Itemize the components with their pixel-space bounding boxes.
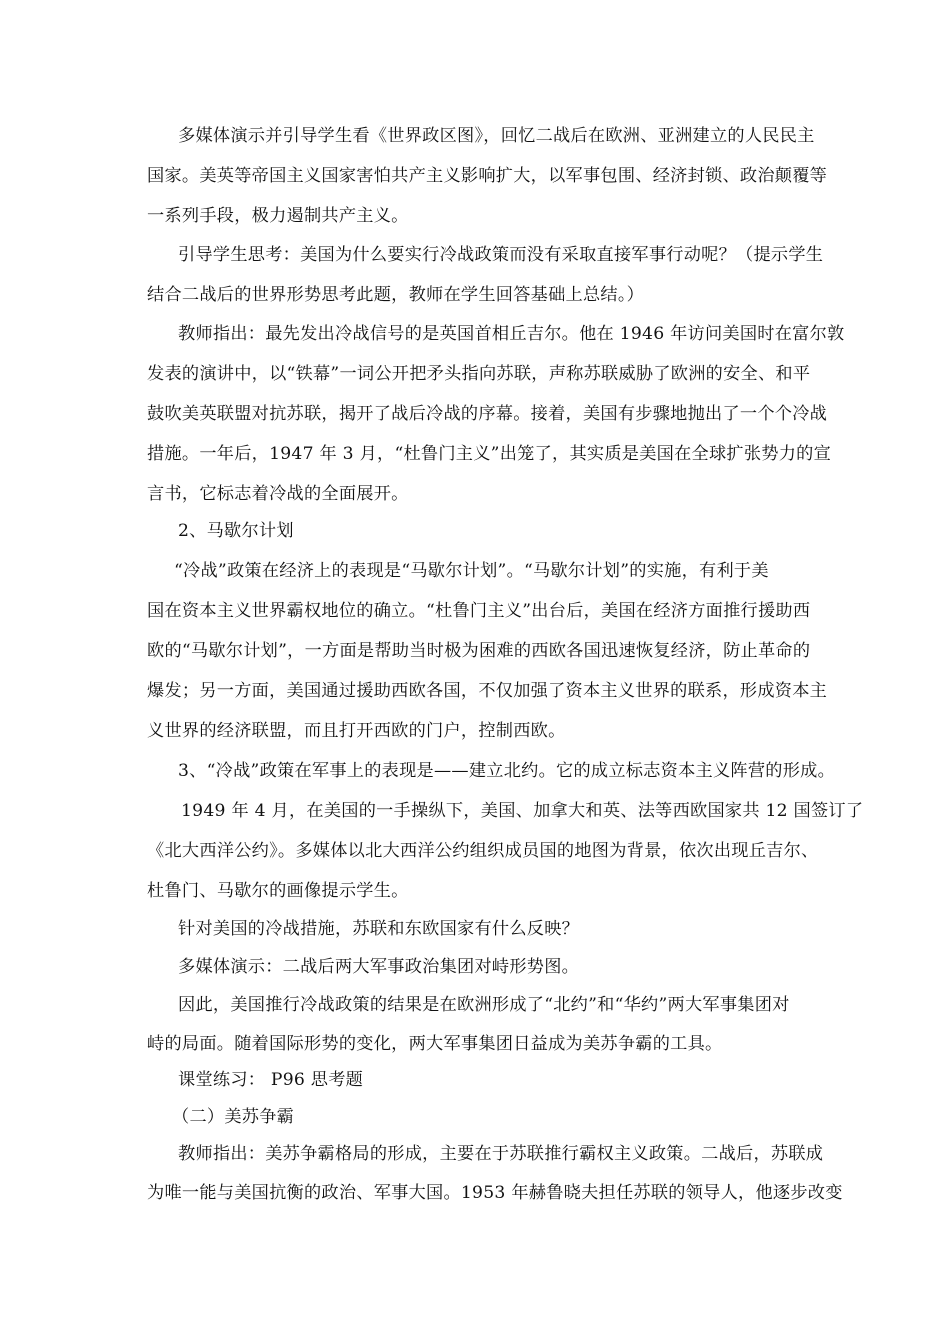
- paragraph-line: 教师指出：美苏争霸格局的形成，主要在于苏联推行霸权主义政策。二战后，苏联成: [178, 1144, 824, 1164]
- paragraph-line: 《北大西洋公约》。多媒体以北大西洋公约组织成员国的地图为背景，依次出现丘吉尔、: [147, 841, 819, 861]
- paragraph-line: 爆发；另一方面，美国通过援助西欧各国，不仅加强了资本主义世界的联系，形成资本主: [147, 681, 828, 701]
- paragraph-line: 针对美国的冷战措施，苏联和东欧国家有什么反映？: [178, 919, 580, 939]
- paragraph-line: “冷战”政策在经济上的表现是“马歇尔计划”。“马歇尔计划”的实施，有利于美: [174, 561, 769, 581]
- paragraph-line: 3、“冷战”政策在军事上的表现是——建立北约。它的成立标志资本主义阵营的形成。: [178, 761, 836, 781]
- paragraph-line: 结合二战后的世界形势思考此题，教师在学生回答基础上总结。）: [147, 285, 645, 305]
- paragraph-line: 引导学生思考：美国为什么要实行冷战政策而没有采取直接军事行动呢？（提示学生: [178, 245, 824, 265]
- paragraph-line: 发表的演讲中，以“铁幕”一词公开把矛头指向苏联，声称苏联威胁了欧洲的安全、和平: [147, 364, 811, 384]
- paragraph-line: 义世界的经济联盟，而且打开西欧的门户，控制西欧。: [147, 721, 566, 741]
- paragraph-line: 欧的“马歇尔计划”，一方面是帮助当时极为困难的西欧各国迅速恢复经济，防止革命的: [147, 641, 811, 661]
- paragraph-line: 为唯一能与美国抗衡的政治、军事大国。1953 年赫鲁晓夫担任苏联的领导人，他逐步改变: [147, 1183, 843, 1203]
- paragraph-line: 国在资本主义世界霸权地位的确立。“杜鲁门主义”出台后，美国在经济方面推行援助西: [147, 601, 811, 621]
- paragraph-line: 杜鲁门、马歇尔的画像提示学生。: [147, 881, 409, 901]
- paragraph-line: 多媒体演示并引导学生看《世界政区图》，回忆二战后在欧洲、亚洲建立的人民民主: [178, 126, 815, 146]
- paragraph-line: 措施。一年后，1947 年 3 月，“杜鲁门主义”出笼了，其实质是美国在全球扩张势力的宣: [147, 444, 832, 464]
- paragraph-line: 因此，美国推行冷战政策的结果是在欧洲形成了“北约”和“华约”两大军事集团对: [178, 995, 790, 1015]
- paragraph-line: 国家。美英等帝国主义国家害怕共产主义影响扩大，以军事包围、经济封锁、政治颠覆等: [147, 166, 828, 186]
- section-heading: 2、马歇尔计划: [178, 521, 294, 541]
- paragraph-line: 一系列手段，极力遏制共产主义。: [147, 206, 409, 226]
- paragraph-line: 1949 年 4 月，在美国的一手操纵下，美国、加拿大和英、法等西欧国家共 12 国签订了: [181, 801, 864, 821]
- exercise-line: 课堂练习： P96 思考题: [178, 1070, 364, 1090]
- paragraph-line: 教师指出：最先发出冷战信号的是英国首相丘吉尔。他在 1946 年访问美国时在富尔敦: [178, 324, 845, 344]
- section-heading: （二）美苏争霸: [172, 1107, 295, 1127]
- paragraph-line: 峙的局面。随着国际形势的变化，两大军事集团日益成为美苏争霸的工具。: [147, 1034, 723, 1054]
- paragraph-line: 鼓吹美英联盟对抗苏联，揭开了战后冷战的序幕。接着，美国有步骤地抛出了一个个冷战: [147, 404, 828, 424]
- paragraph-line: 多媒体演示：二战后两大军事政治集团对峙形势图。: [178, 957, 580, 977]
- paragraph-line: 言书，它标志着冷战的全面展开。: [147, 484, 409, 504]
